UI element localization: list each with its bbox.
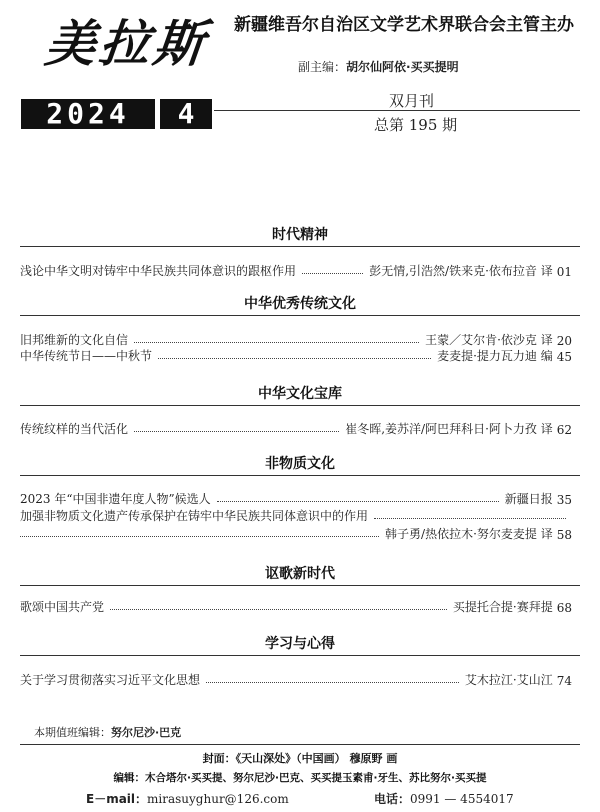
dot-leader xyxy=(206,682,459,683)
deputy-editor xyxy=(298,58,459,75)
entry-page: 74 xyxy=(556,674,572,688)
entry-author: 王蒙／艾尔肯·依沙克 译 xyxy=(425,333,553,347)
section-title: 时代精神 xyxy=(272,227,328,243)
entry-title: 中华传统节日——中秋节 xyxy=(20,349,153,363)
section-title: 非物质文化 xyxy=(265,456,335,472)
email-label: E－mail： xyxy=(86,792,148,806)
contact-phone xyxy=(374,790,514,807)
duty-editor-name: 努尔尼沙·巴克 xyxy=(111,726,182,739)
entry-title: 浅论中华文明对铸牢中华民族共同体意识的跟枢作用 xyxy=(20,264,297,278)
entry-author: 艾木拉江·艾山江 xyxy=(464,673,553,687)
section-divider xyxy=(20,655,580,656)
section-divider xyxy=(20,585,580,586)
year-badge: 2024 xyxy=(21,99,155,129)
entry-author: 崔冬晖,姜苏洋/阿巴拜科日·阿卜力孜 译 xyxy=(345,422,553,436)
section-divider xyxy=(20,315,580,316)
entry-author: 韩子勇/热依拉木·努尔麦麦提 译 xyxy=(385,527,553,541)
phone-label: 电话： xyxy=(374,792,411,806)
entry-author: 新疆日报 xyxy=(504,492,553,506)
dot-leader xyxy=(217,501,499,502)
header-divider xyxy=(214,110,580,111)
duty-editor-label: 本期值班编辑： xyxy=(34,726,111,739)
entry-author: 买提托合提·赛拜提 xyxy=(452,600,553,614)
toc-entry[interactable] xyxy=(20,331,572,348)
phone-number: 0991 — 4554017 xyxy=(410,792,514,806)
footer-divider xyxy=(20,744,580,745)
dot-leader xyxy=(134,342,419,343)
duty-editor xyxy=(34,724,181,740)
entry-page: 62 xyxy=(556,423,572,437)
dot-leader xyxy=(158,358,431,359)
section-divider xyxy=(20,405,580,406)
entry-title: 加强非物质文化遗产传承保护在铸牢中华民族共同体意识中的作用 xyxy=(20,509,369,523)
frequency-label: 双月刊 xyxy=(389,92,435,110)
entry-page: 45 xyxy=(556,350,572,364)
magazine-logo: 美拉斯 xyxy=(42,14,211,73)
toc-entry[interactable] xyxy=(20,507,572,524)
contact-email xyxy=(86,790,289,807)
entry-title: 歌颂中国共产党 xyxy=(20,600,105,614)
entry-title: 旧邦维新的文化自信 xyxy=(20,333,129,347)
entry-title: 传统纹样的当代活化 xyxy=(20,422,129,436)
section-title: 讴歌新时代 xyxy=(265,566,335,582)
section-divider xyxy=(20,475,580,476)
entry-page: 35 xyxy=(556,493,572,507)
entry-author: 麦麦提·提力瓦力迪 编 xyxy=(437,349,553,363)
dot-leader xyxy=(110,609,447,610)
editors-list: 编辑：木合塔尔·买买提、努尔尼沙·巴克、买买提玉素甫·牙生、苏比努尔·买买提 xyxy=(113,772,487,784)
section-title: 学习与心得 xyxy=(265,636,335,652)
deputy-editor-label: 副主编： xyxy=(298,60,347,74)
section-title: 中华优秀传统文化 xyxy=(244,296,356,312)
entry-author: 彭无情,引浩然/铁来克·依布拉音 译 xyxy=(369,264,553,278)
entry-page: 68 xyxy=(556,601,572,615)
toc-entry[interactable] xyxy=(20,598,572,615)
total-issue-label: 总第 195 期 xyxy=(374,116,458,134)
toc-entry[interactable] xyxy=(20,347,572,364)
dot-leader xyxy=(134,431,339,432)
dot-leader xyxy=(20,536,379,537)
publisher-line: 新疆维吾尔自治区文学艺术界联合会主管主办 xyxy=(234,15,574,35)
cover-credit: 封面：《天山深处》（中国画） 穆原野 画 xyxy=(202,752,398,765)
toc-entry[interactable] xyxy=(20,420,572,437)
toc-entry[interactable] xyxy=(20,671,572,688)
entry-page: 20 xyxy=(556,334,572,348)
toc-entry[interactable] xyxy=(20,262,572,279)
dot-leader xyxy=(374,518,566,519)
section-divider xyxy=(20,246,580,247)
entry-title: 2023 年“中国非遗年度人物”候选人 xyxy=(20,492,211,506)
entry-title: 关于学习贯彻落实习近平文化思想 xyxy=(20,673,201,687)
section-title: 中华文化宝库 xyxy=(258,386,342,402)
toc-entry[interactable] xyxy=(20,490,572,507)
deputy-editor-name: 胡尔仙阿依·买买提明 xyxy=(346,60,459,74)
issue-badge: 4 xyxy=(160,99,212,129)
entry-page: 01 xyxy=(556,265,572,279)
entry-page: 58 xyxy=(556,528,572,542)
toc-entry-continued[interactable] xyxy=(20,525,572,542)
dot-leader xyxy=(302,273,363,274)
email-address[interactable]: mirasuyghur@126.com xyxy=(147,792,289,806)
